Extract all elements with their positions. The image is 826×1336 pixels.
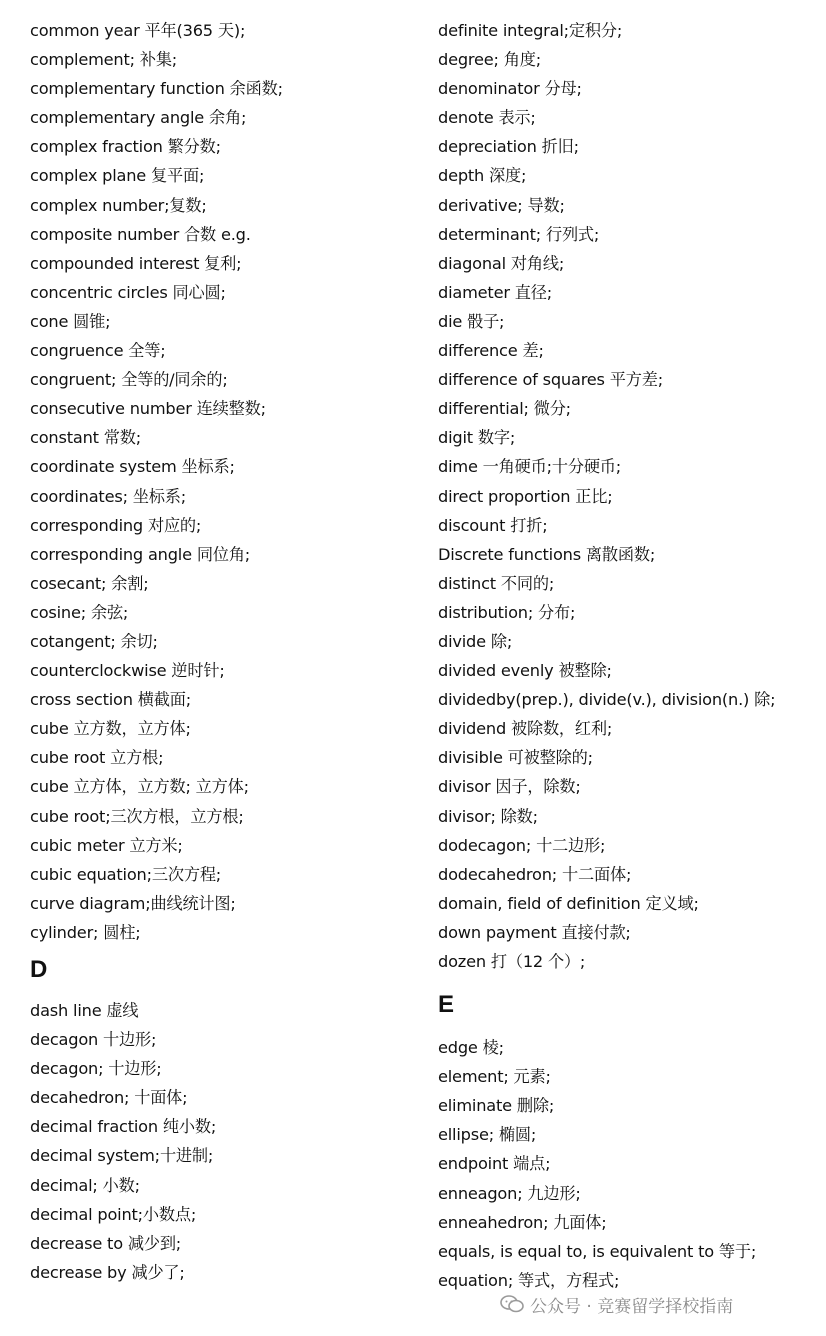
- glossary-entry: divisor; 除数;: [438, 806, 538, 826]
- glossary-entry: dividedby(prep.), divide(v.), division(n.) 除;: [438, 690, 776, 710]
- glossary-entry: difference 差;: [438, 341, 544, 361]
- glossary-entry: diameter 直径;: [438, 282, 552, 302]
- glossary-entry: complementary angle 余角;: [30, 108, 247, 128]
- glossary-entry: eliminate 删除;: [438, 1096, 555, 1116]
- glossary-entry: cubic equation;三次方程;: [30, 864, 222, 884]
- glossary-entry: cosecant; 余割;: [30, 573, 149, 593]
- glossary-entry: discount 打折;: [438, 515, 548, 535]
- glossary-entry: equation; 等式，方程式;: [438, 1270, 620, 1290]
- glossary-entry: die 骰子;: [438, 311, 505, 331]
- glossary-entry: common year 平年(365 天);: [30, 21, 246, 40]
- glossary-entry: enneagon; 九边形;: [438, 1183, 581, 1203]
- glossary-entry: decrease by 减少了;: [30, 1262, 185, 1282]
- glossary-entry: decagon; 十边形;: [30, 1059, 162, 1079]
- glossary-entry: dividend 被除数，红利;: [438, 719, 613, 739]
- entries-e-list: [438, 1033, 818, 1295]
- glossary-entry: element; 元素;: [438, 1067, 551, 1087]
- right-column: [438, 16, 818, 1295]
- section-heading-e: E: [438, 991, 455, 1019]
- entries-d-continued-list: [438, 16, 818, 976]
- entries-d-list: [30, 996, 425, 1287]
- glossary-entry: dozen 打（12 个）;: [438, 952, 586, 971]
- glossary-entry: cone 圆锥;: [30, 311, 111, 331]
- glossary-entry: complex plane 复平面;: [30, 166, 205, 186]
- glossary-entry: congruence 全等;: [30, 341, 166, 361]
- glossary-entry: corresponding 对应的;: [30, 515, 202, 535]
- glossary-entry: dime 一角硬币;十分硬币;: [438, 457, 622, 477]
- glossary-entry: edge 棱;: [438, 1038, 504, 1058]
- wechat-channel-icon: [500, 1294, 524, 1314]
- glossary-entry: divisor 因子，除数;: [438, 777, 581, 797]
- glossary-entry: complement; 补集;: [30, 50, 178, 70]
- glossary-entry: corresponding angle 同位角;: [30, 544, 251, 564]
- glossary-entry: composite number 合数 e.g.: [30, 224, 251, 244]
- glossary-entry: cube root;三次方根，立方根;: [30, 806, 244, 826]
- glossary-entry: derivative; 导数;: [438, 195, 565, 215]
- entries-c-list: [30, 16, 425, 947]
- glossary-entry: complex number;复数;: [30, 195, 207, 215]
- glossary-entry: cylinder; 圆柱;: [30, 922, 141, 942]
- glossary-entry: counterclockwise 逆时针;: [30, 661, 225, 681]
- glossary-entry: definite integral;定积分;: [438, 21, 623, 40]
- glossary-entry: complex fraction 繁分数;: [30, 137, 221, 157]
- glossary-entry: decimal fraction 纯小数;: [30, 1117, 217, 1137]
- glossary-entry: consecutive number 连续整数;: [30, 399, 266, 419]
- glossary-entry: cube root 立方根;: [30, 748, 164, 768]
- glossary-entry: coordinate system 坐标系;: [30, 457, 235, 477]
- glossary-entry: divide 除;: [438, 631, 513, 651]
- glossary-entry: decahedron; 十面体;: [30, 1088, 188, 1108]
- glossary-entry: decimal; 小数;: [30, 1175, 140, 1195]
- glossary-entry: dodecagon; 十二边形;: [438, 835, 606, 855]
- glossary-entry: complementary function 余函数;: [30, 79, 283, 99]
- glossary-entry: decimal point;小数点;: [30, 1204, 197, 1224]
- glossary-entry: diagonal 对角线;: [438, 253, 565, 273]
- glossary-entry: domain, field of definition 定义域;: [438, 893, 699, 913]
- glossary-entry: constant 常数;: [30, 428, 141, 448]
- glossary-entry: denominator 分母;: [438, 79, 582, 99]
- glossary-entry: compounded interest 复利;: [30, 253, 242, 273]
- glossary-entry: differential; 微分;: [438, 399, 571, 419]
- glossary-entry: down payment 直接付款;: [438, 922, 631, 942]
- glossary-entry: coordinates; 坐标系;: [30, 486, 186, 506]
- glossary-entry: distribution; 分布;: [438, 602, 576, 622]
- glossary-entry: cube 立方数，立方体;: [30, 719, 191, 739]
- glossary-entry: decrease to 减少到;: [30, 1233, 182, 1253]
- glossary-entry: dodecahedron; 十二面体;: [438, 864, 632, 884]
- glossary-entry: digit 数字;: [438, 428, 516, 448]
- glossary-entry: divided evenly 被整除;: [438, 661, 612, 681]
- glossary-entry: depreciation 折旧;: [438, 137, 579, 157]
- glossary-entry: concentric circles 同心圆;: [30, 282, 226, 302]
- glossary-entry: degree; 角度;: [438, 50, 541, 70]
- glossary-entry: cube 立方体，立方数; 立方体;: [30, 777, 249, 797]
- glossary-entry: equals, is equal to, is equivalent to 等于;: [438, 1241, 757, 1261]
- watermark: [500, 1291, 733, 1317]
- glossary-entry: distinct 不同的;: [438, 573, 555, 593]
- glossary-entry: endpoint 端点;: [438, 1154, 551, 1174]
- section-heading-d: D: [30, 956, 48, 983]
- watermark-text: 公众号 · 竞赛留学择校指南: [530, 1296, 734, 1317]
- glossary-entry: cross section 横截面;: [30, 690, 191, 710]
- glossary-entry: cotangent; 余切;: [30, 631, 158, 651]
- glossary-entry: decagon 十边形;: [30, 1030, 157, 1050]
- glossary-entry: difference of squares 平方差;: [438, 370, 663, 390]
- glossary-entry: dash line 虚线: [30, 1001, 139, 1020]
- glossary-entry: cosine; 余弦;: [30, 602, 129, 622]
- glossary-entry: determinant; 行列式;: [438, 224, 600, 244]
- glossary-entry: congruent; 全等的/同余的;: [30, 370, 228, 390]
- glossary-entry: decimal system;十进制;: [30, 1146, 214, 1166]
- glossary-entry: denote 表示;: [438, 108, 536, 128]
- glossary-entry: cubic meter 立方米;: [30, 835, 183, 855]
- glossary-entry: Discrete functions 离散函数;: [438, 544, 656, 564]
- glossary-entry: divisible 可被整除的;: [438, 748, 593, 768]
- glossary-entry: direct proportion 正比;: [438, 486, 613, 506]
- glossary-entry: ellipse; 椭圆;: [438, 1125, 537, 1145]
- glossary-entry: depth 深度;: [438, 166, 527, 186]
- glossary-entry: enneahedron; 九面体;: [438, 1212, 607, 1232]
- glossary-entry: curve diagram;曲线统计图;: [30, 893, 236, 913]
- left-column: [30, 16, 425, 1287]
